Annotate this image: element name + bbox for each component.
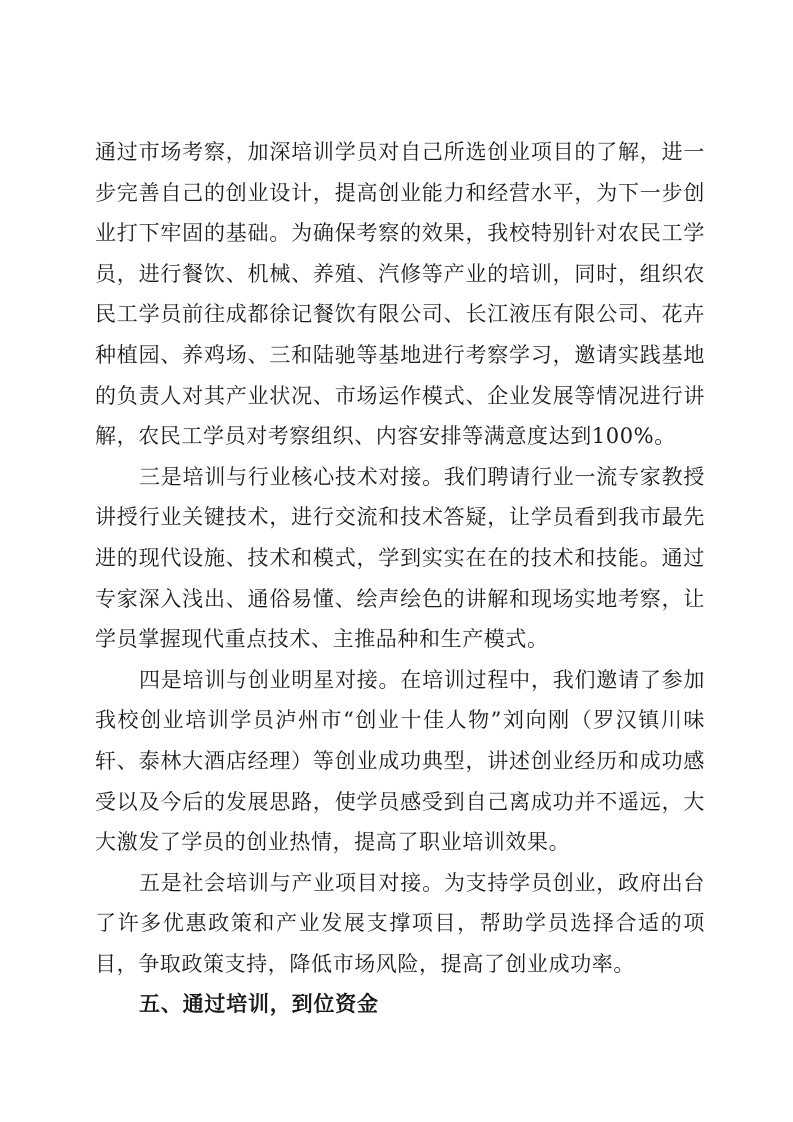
document-body: [95, 132, 705, 1025]
section-heading-funding: 五、通过培训，到位资金: [139, 992, 379, 1017]
paragraph-market-survey: 通过市场考察，加深培训学员对自己所选创业项目的了解，进一步完善自己的创业设计，提高创业能力和经营水平，为下一步创业打下牢固的基础。为确保考察的效果，我校特别针对农民工学员，进行餐饮、机械、养殖、汽修等产业的培训，同时，组织农民工学员前往成都徐记餐饮有限公司、长江液压有限公司、花卉种植园、养鸡场、三和陆驰等基地进行考察学习，邀请实践基地的负责人对其产业状况、市场运作模式、企业发展等情况进行讲解，农民工学员对考察组织、内容安排等满意度达到100%。: [95, 140, 705, 449]
paragraph-industry-projects: 五是社会培训与产业项目对接。为支持学员创业，政府出台了许多优惠政策和产业发展支撑项目，帮助学员选择合适的项目，争取政策支持，降低市场风险，提高了创业成功率。: [95, 870, 705, 976]
paragraph-entrepreneur-stars: 四是培训与创业明星对接。在培训过程中，我们邀请了参加我校创业培训学员泸州市“创业十佳人物”刘向刚（罗汉镇川味轩、泰林大酒店经理）等创业成功典型，讲述创业经历和成功感受以及今后的发展思路，使学员感受到自己离成功并不遥远，大大激发了学员的创业热情，提高了职业培训效果。: [95, 667, 705, 855]
paragraph-core-technology: 三是培训与行业核心技术对接。我们聘请行业一流专家教授讲授行业关键技术，进行交流和技术答疑，让学员看到我市最先进的现代设施、技术和模式，学到实实在在的技术和技能。通过专家深入浅出、通俗易懂、绘声绘色的讲解和现场实地考察，让学员掌握现代重点技术、主推品种和生产模式。: [95, 464, 705, 652]
